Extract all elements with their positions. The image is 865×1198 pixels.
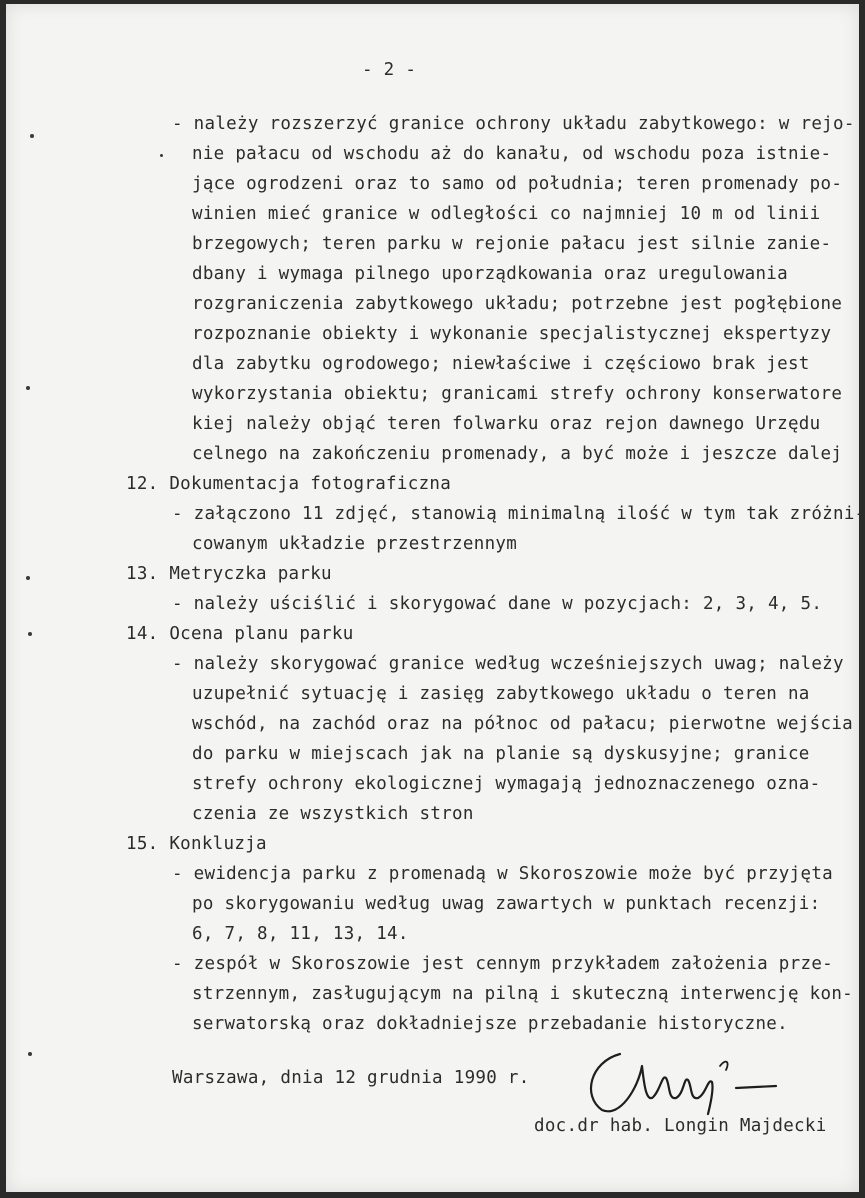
text-line: - zespół w Skoroszowie jest cennym przykładem założenia prze-: [172, 954, 833, 974]
page-number: - 2 -: [362, 60, 417, 80]
margin-mark: [160, 154, 163, 157]
text-line: wschód, na zachód oraz na północ od pałacu; pierwotne wejścia: [192, 714, 853, 734]
text-line: nie pałacu od wschodu aż do kanału, od wschodu poza istnie-: [192, 144, 832, 164]
text-line: po skorygowaniu według uwag zawartych w punktach recenzji:: [192, 894, 821, 914]
text-line: - ewidencja parku z promenadą w Skoroszowie może być przyjęta: [172, 864, 833, 884]
margin-mark: [28, 632, 32, 636]
text-line: 6, 7, 8, 11, 13, 14.: [192, 924, 409, 944]
text-line: uzupełnić sytuację i zasięg zabytkowego układu o teren na: [192, 684, 810, 704]
text-line: winien mieć granice w odległości co najmniej 10 m od linii: [192, 204, 821, 224]
text-line: dla zabytku ogrodowego; niewłaściwe i częściowo brak jest: [192, 354, 810, 374]
author-name: doc.dr hab. Longin Majdecki: [534, 1116, 827, 1136]
text-line: brzegowych; teren parku w rejonie pałacu jest silnie zanie-: [192, 234, 832, 254]
margin-mark: [30, 134, 34, 138]
text-line: do parku w miejscach jak na planie są dyskusyjne; granice: [192, 744, 810, 764]
text-line: strefy ochrony ekologicznej wymagają jednoznaczenego ozna-: [192, 774, 821, 794]
text-line: czenia ze wszystkich stron: [192, 804, 474, 824]
margin-mark: [26, 386, 30, 390]
text-line: dbany i wymaga pilnego uporządkowania oraz uregulowania: [192, 264, 788, 284]
text-line: - należy rozszerzyć granice ochrony układu zabytkowego: w rejo-: [172, 114, 855, 134]
text-line: kiej należy objąć teren folwarku oraz rejon dawnego Urzędu: [192, 414, 821, 434]
section-heading: 14. Ocena planu parku: [126, 624, 354, 644]
text-line: rozgraniczenia zabytkowego układu; potrzebne jest pogłębione: [192, 294, 843, 314]
text-line: cowanym układzie przestrzennym: [192, 534, 518, 554]
text-line: strzennym, zasługującym na pilną i skuteczną interwencję kon-: [192, 984, 853, 1004]
handwritten-signature: [580, 1044, 790, 1124]
text-line: rozpoznanie obiekty i wykonanie specjalistycznej ekspertyzy: [192, 324, 832, 344]
text-line: - załączono 11 zdjęć, stanowią minimalną ilość w tym tak zróżni-: [172, 504, 865, 524]
margin-mark: [26, 576, 30, 580]
section-heading: 15. Konkluzja: [126, 834, 267, 854]
text-line: serwatorską oraz dokładniejsze przebadanie historyczne.: [192, 1014, 788, 1034]
section-heading: 13. Metryczka parku: [126, 564, 332, 584]
text-line: - należy skorygować granice według wcześniejszych uwag; należy: [172, 654, 844, 674]
margin-mark: [28, 1052, 32, 1056]
text-line: celnego na zakończeniu promenady, a być może i jeszcze dalej: [192, 444, 843, 464]
place-date: Warszawa, dnia 12 grudnia 1990 r.: [172, 1068, 530, 1088]
text-line: wykorzystania obiektu; granicami strefy ochrony konserwatore: [192, 384, 843, 404]
text-line: jące ogrodzeni oraz to samo od południa; teren promenady po-: [192, 174, 843, 194]
document-page: [6, 4, 865, 1192]
section-heading: 12. Dokumentacja fotograficzna: [126, 474, 452, 494]
text-line: - należy uściślić i skorygować dane w pozycjach: 2, 3, 4, 5.: [172, 594, 823, 614]
